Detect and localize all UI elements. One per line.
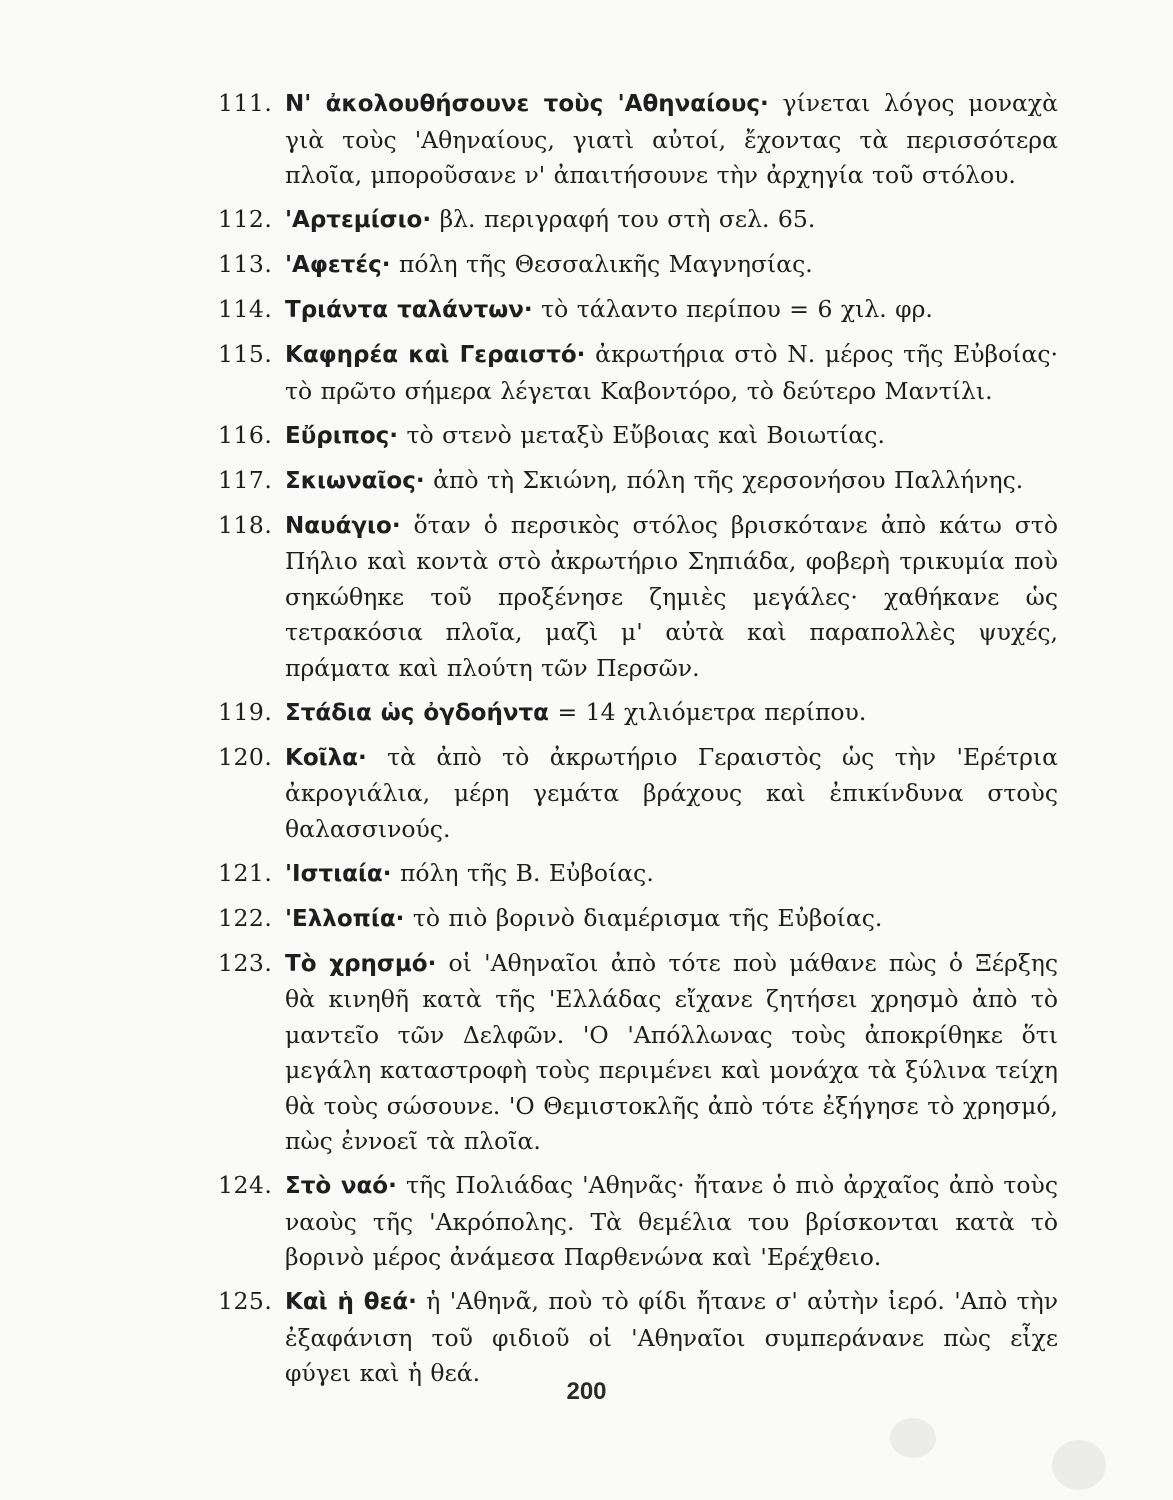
- note-115: [218, 337, 1058, 409]
- note-number: 114.: [218, 295, 273, 323]
- note-term: 'Αρτεμίσιο·: [285, 207, 432, 233]
- endnotes-list: [218, 86, 1058, 1400]
- note-number: 125.: [218, 1287, 273, 1315]
- note-number: 112.: [218, 205, 273, 233]
- note-text: τῆς Πολιάδας 'Αθηνᾶς· ἤτανε ὁ πιὸ ἀρχαῖος ἀπὸ τοὺς ναοὺς τῆς 'Ακρόπολης. Τὰ θεμέλια του βρίσκονται κατὰ τὸ βορινὸ μέρος ἀνάμεσα Παρθενώνα καὶ 'Ερέχθειο.: [285, 1171, 1058, 1271]
- note-text: ὅταν ὁ περσικὸς στόλος βρισκότανε ἀπὸ κάτω στὸ Πήλιο καὶ κοντὰ στὸ ἀκρωτήριο Σηπιάδα, φοβερὴ τρικυμία ποὺ σηκώθηκε τοῦ προξένησε ζημιὲς μεγάλες· χαθήκανε ὡς τετρακόσια πλοῖα, μαζὶ μ' αὐτὰ καὶ παραπολλὲς ψυχές, πράματα καὶ πλούτη τῶν Περσῶν.: [285, 510, 1058, 682]
- note-112: [218, 202, 1058, 239]
- note-term: Τὸ χρησμό·: [285, 950, 437, 977]
- note-term: 'Ελλοπία·: [285, 905, 405, 932]
- note-114: [218, 292, 1058, 329]
- note-text: γίνεται λόγος μοναχὰ γιὰ τοὺς 'Αθηναίους, γιατὶ αὐτοί, ἔχοντας τὰ περισσότερα πλοῖα, μποροῦσανε ν' ἀπαιτήσουνε τὴν ἀρχηγία τοῦ στόλου.: [285, 89, 1058, 189]
- note-number: 115.: [218, 340, 273, 368]
- note-125: [218, 1284, 1058, 1392]
- paper-stain: [1052, 1440, 1106, 1490]
- note-term: Στάδια ὡς ὀγδοήντα: [285, 699, 549, 726]
- note-120: [218, 740, 1058, 848]
- note-text: τὸ τάλαντο περίπου = 6 χιλ. φρ.: [532, 295, 933, 323]
- page-number: 200: [566, 1378, 607, 1405]
- note-text: = 14 χιλιόμετρα περίπου.: [548, 697, 867, 726]
- note-text: τὰ ἀπὸ τὸ ἀκρωτήριο Γεραιστὸς ὡς τὴν 'Ερέτρια ἀκρογιάλια, μέρη γεμάτα βράχους καὶ ἐπικίνδυνα στοὺς θαλασσινούς.: [285, 742, 1058, 843]
- note-124: [218, 1168, 1058, 1276]
- paper-stain: [890, 1418, 936, 1458]
- note-119: [218, 695, 1058, 732]
- note-term: Τριάντα ταλάντων·: [285, 297, 533, 323]
- note-116: [218, 418, 1058, 455]
- note-118: [218, 508, 1058, 687]
- note-number: 117.: [218, 465, 273, 494]
- note-number: 119.: [218, 697, 273, 726]
- note-number: 120.: [218, 742, 273, 771]
- note-term: Καὶ ἡ θεά·: [285, 1289, 417, 1315]
- note-text: ἀπὸ τὴ Σκιώνη, πόλη τῆς χερσονήσου Παλλήνης.: [424, 465, 1024, 494]
- note-number: 121.: [218, 858, 273, 887]
- note-113: [218, 247, 1058, 284]
- note-117: [218, 463, 1058, 500]
- note-number: 113.: [218, 250, 273, 278]
- note-number: 122.: [218, 903, 273, 932]
- note-111: [218, 86, 1058, 194]
- note-123: [218, 946, 1058, 1160]
- note-number: 124.: [218, 1171, 273, 1199]
- note-term: Ν' ἀκολουθήσουνε τοὺς 'Αθηναίους·: [285, 91, 769, 117]
- note-term: Ναυάγιο·: [285, 512, 401, 539]
- note-text: πόλη τῆς Θεσσαλικῆς Μαγνησίας.: [390, 250, 813, 278]
- note-122: [218, 901, 1058, 938]
- note-number: 123.: [218, 948, 273, 977]
- note-text: οἱ 'Αθηναῖοι ἀπὸ τότε ποὺ μάθανε πὼς ὁ Ξέρξης θὰ κινηθῆ κατὰ τῆς 'Ελλάδας εἴχανε ζητήσει χρησμὸ ἀπὸ τὸ μαντεῖο τῶν Δελφῶν. 'Ο 'Απόλλωνας τοὺς ἀποκρίθηκε ὅτι μεγάλη καταστροφὴ τοὺς περιμένει καὶ μονάχα τὰ ξύλινα τείχη θὰ τοὺς σώσουνε. 'Ο Θεμιστοκλῆς ἀπὸ τότε ἐξήγησε τὸ χρησμό, πὼς ἐννοεῖ τὰ πλοῖα.: [285, 948, 1058, 1155]
- note-text: πόλη τῆς Β. Εὐβοίας.: [391, 858, 654, 887]
- note-term: Εὔριπος·: [285, 422, 399, 449]
- note-text: ἀκρωτήρια στὸ Ν. μέρος τῆς Εὐβοίας· τὸ πρῶτο σήμερα λέγεται Καβοντόρο, τὸ δεύτερο Μαντίλι.: [285, 340, 1058, 405]
- note-text: ἡ 'Αθηνᾶ, ποὺ τὸ φίδι ἤτανε σ' αὐτὴν ἱερό. 'Απὸ τὴν ἐξαφάνιση τοῦ φιδιοῦ οἱ 'Αθηναῖοι συμπεράνανε πὼς εἶχε φύγει καὶ ἡ θεά.: [285, 1287, 1058, 1387]
- note-term: 'Ιστιαία·: [285, 860, 392, 887]
- note-121: [218, 856, 1058, 893]
- note-text: τὸ στενὸ μεταξὺ Εὔβοιας καὶ Βοιωτίας.: [398, 420, 885, 449]
- note-number: 116.: [218, 420, 273, 449]
- note-text: τὸ πιὸ βορινὸ διαμέρισμα τῆς Εὐβοίας.: [404, 903, 883, 932]
- note-term: Κοῖλα·: [285, 744, 367, 771]
- note-number: 111.: [218, 89, 273, 117]
- note-number: 118.: [218, 510, 273, 539]
- note-term: 'Αφετές·: [285, 252, 391, 278]
- note-term: Καφηρέα καὶ Γεραιστό·: [285, 342, 586, 368]
- note-text: βλ. περιγραφή του στὴ σελ. 65.: [431, 205, 816, 233]
- note-term: Σκιωναῖος·: [285, 467, 425, 494]
- note-term: Στὸ ναό·: [285, 1173, 397, 1199]
